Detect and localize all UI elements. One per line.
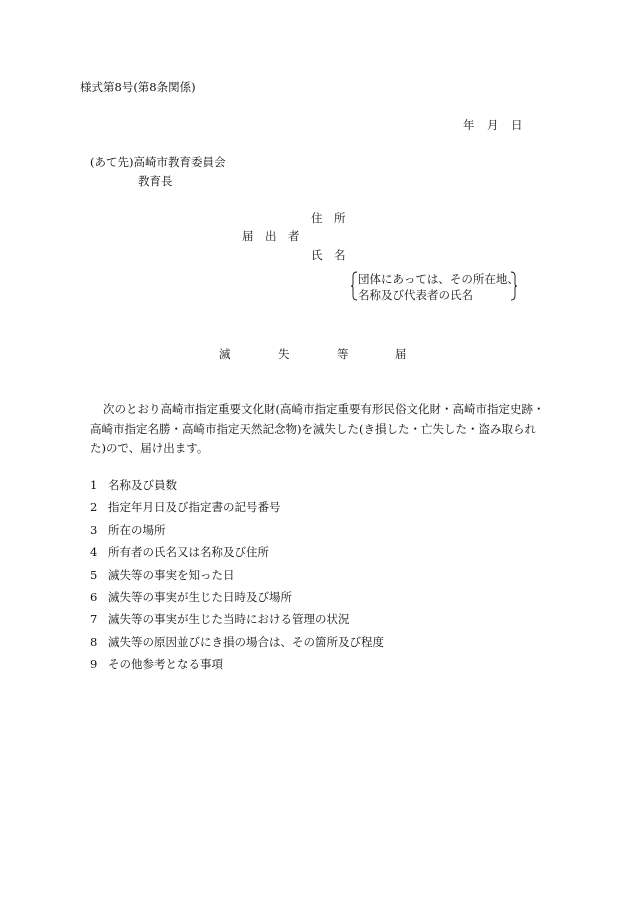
notifier-label: 届 出 者 [242,229,300,243]
name-label: 氏 名 [311,248,346,262]
body-line-3: た)ので、届け出ます。 [90,441,209,455]
notifier-note [350,270,518,302]
list-item: 1 名称及び員数 [90,478,177,492]
list-item: 8 滅失等の原因並びにき損の場合は、その箇所及び程度 [90,635,384,649]
date-month-label: 月 [487,118,499,132]
body-line-2: 高崎市指定名勝・高崎市指定天然記念物)を滅失した(き損した・亡失した・盗み取られ [90,422,536,436]
note-line-1: 団体にあっては、その所在地、 [358,272,519,286]
list-item: 6 滅失等の事実が生じた日時及び場所 [90,590,292,604]
list-item: 7 滅失等の事実が生じた当時における管理の状況 [90,612,350,626]
addressee-title: 教育長 [138,174,173,188]
list-item: 2 指定年月日及び指定書の記号番号 [90,500,281,514]
address-label: 住 所 [311,211,346,225]
list-item: 4 所有者の氏名又は名称及び住所 [90,545,269,559]
title-char-3: 等 [337,347,349,361]
title-char-1: 滅 [219,347,231,361]
date-year-label: 年 [463,118,475,132]
list-item: 9 その他参考となる事項 [90,657,223,671]
addressee: (あて先)高崎市教育委員会 [90,155,226,169]
form-number-label: 様式第8号(第8条関係) [80,80,196,94]
list-item: 5 滅失等の事実を知った日 [90,568,235,582]
list-item: 3 所在の場所 [90,523,166,537]
title-char-4: 届 [395,347,407,361]
date-day-label: 日 [511,118,523,132]
body-line-1: 次のとおり高崎市指定重要文化財(高崎市指定重要有形民俗文化財・高崎市指定史跡・ [103,402,545,416]
note-line-2: 名称及び代表者の氏名 [358,288,473,302]
title-char-2: 失 [278,347,290,361]
